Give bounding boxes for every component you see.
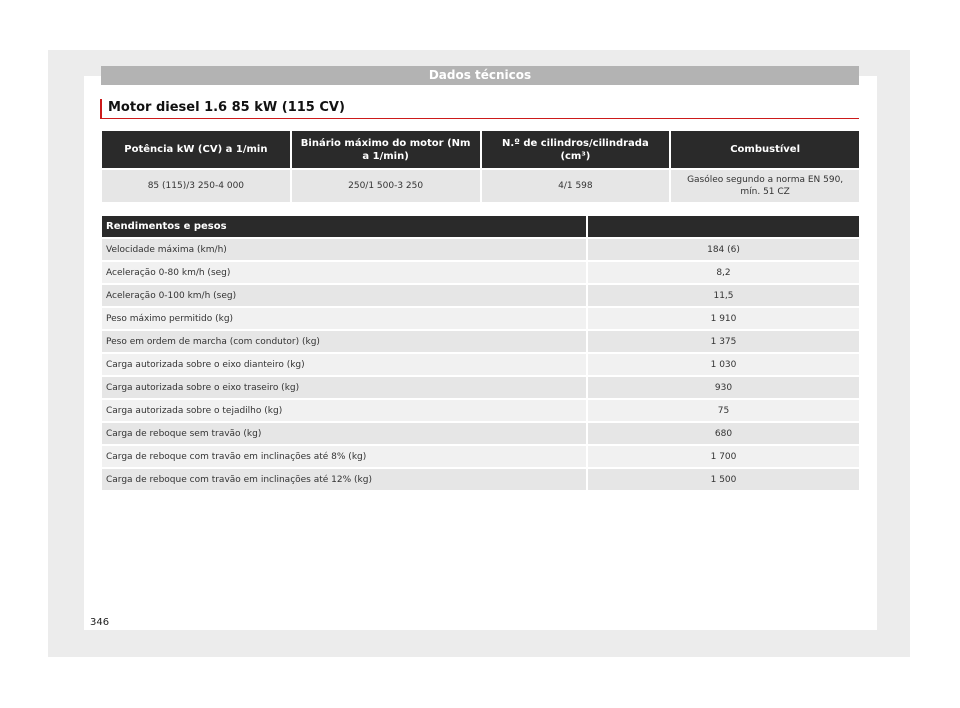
row-value: 1 500 bbox=[588, 469, 859, 490]
row-label: Velocidade máxima (km/h) bbox=[102, 239, 586, 260]
table-row bbox=[102, 446, 859, 467]
spec-header-cell: N.º de cilindros/cilindrada (cm³) bbox=[482, 131, 670, 168]
table-row bbox=[102, 354, 859, 375]
table-row bbox=[102, 285, 859, 306]
table-row bbox=[102, 469, 859, 490]
table-row bbox=[102, 423, 859, 444]
table-row bbox=[102, 377, 859, 398]
row-value: 8,2 bbox=[588, 262, 859, 283]
table-row bbox=[102, 170, 859, 202]
page-number: 346 bbox=[90, 617, 110, 628]
spec-cell: 85 (115)/3 250-4 000 bbox=[102, 170, 290, 202]
spec-header-cell: Combustível bbox=[671, 131, 859, 168]
row-value: 75 bbox=[588, 400, 859, 421]
row-label: Carga de reboque com travão em inclinações até 12% (kg) bbox=[102, 469, 586, 490]
spec-header-cell: Potência kW (CV) a 1/min bbox=[102, 131, 290, 168]
chapter-header: Dados técnicos bbox=[101, 66, 859, 85]
row-label: Carga autorizada sobre o eixo traseiro (kg) bbox=[102, 377, 586, 398]
row-label: Carga autorizada sobre o tejadilho (kg) bbox=[102, 400, 586, 421]
row-label: Carga de reboque sem travão (kg) bbox=[102, 423, 586, 444]
table-row bbox=[102, 262, 859, 283]
row-value: 1 700 bbox=[588, 446, 859, 467]
table-row bbox=[102, 308, 859, 329]
row-label: Aceleração 0-100 km/h (seg) bbox=[102, 285, 586, 306]
perf-header-row bbox=[102, 216, 859, 237]
row-value: 11,5 bbox=[588, 285, 859, 306]
engine-spec-table bbox=[100, 129, 861, 204]
spec-cell: 250/1 500-3 250 bbox=[292, 170, 480, 202]
perf-header-value bbox=[588, 216, 859, 237]
row-value: 930 bbox=[588, 377, 859, 398]
row-label: Aceleração 0-80 km/h (seg) bbox=[102, 262, 586, 283]
spec-cell: Gasóleo segundo a norma EN 590, mín. 51 CZ bbox=[671, 170, 859, 202]
row-value: 680 bbox=[588, 423, 859, 444]
row-value: 184 (6) bbox=[588, 239, 859, 260]
table-row bbox=[102, 239, 859, 260]
spec-header-cell: Binário máximo do motor (Nm a 1/min) bbox=[292, 131, 480, 168]
spec-header-row bbox=[102, 131, 859, 168]
table-row bbox=[102, 400, 859, 421]
row-label: Carga de reboque com travão em inclinações até 8% (kg) bbox=[102, 446, 586, 467]
row-value: 1 030 bbox=[588, 354, 859, 375]
perf-header-label: Rendimentos e pesos bbox=[102, 216, 586, 237]
row-label: Peso máximo permitido (kg) bbox=[102, 308, 586, 329]
section-title: Motor diesel 1.6 85 kW (115 CV) bbox=[100, 99, 859, 119]
row-value: 1 375 bbox=[588, 331, 859, 352]
row-value: 1 910 bbox=[588, 308, 859, 329]
row-label: Peso em ordem de marcha (com condutor) (kg) bbox=[102, 331, 586, 352]
spec-cell: 4/1 598 bbox=[482, 170, 670, 202]
table-row bbox=[102, 331, 859, 352]
row-label: Carga autorizada sobre o eixo dianteiro (kg) bbox=[102, 354, 586, 375]
performance-weights-table bbox=[100, 214, 861, 492]
